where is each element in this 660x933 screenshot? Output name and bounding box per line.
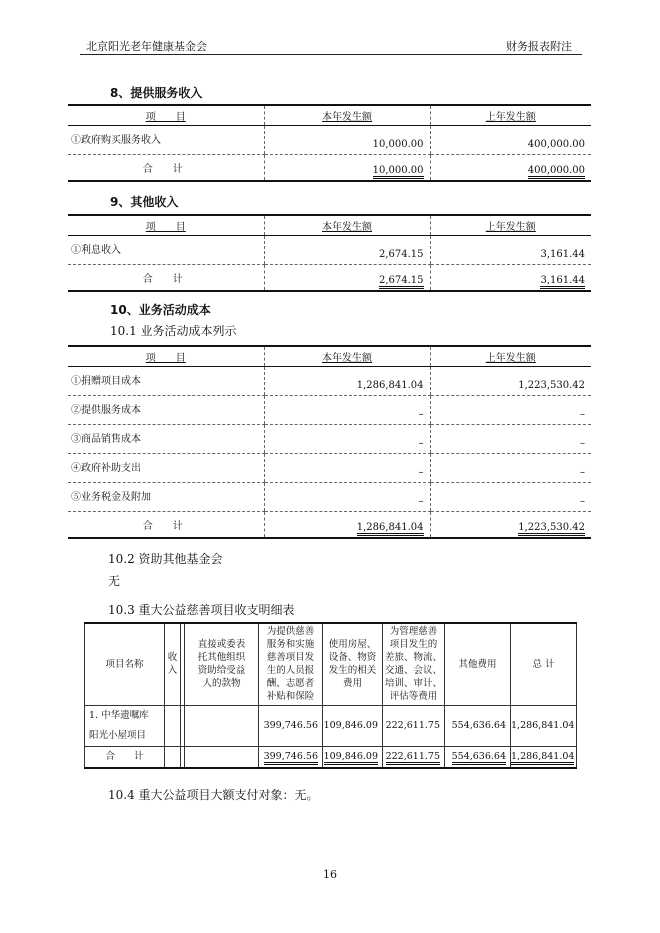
row-previous: –	[430, 395, 591, 424]
col-current: 本年发生额	[264, 105, 430, 125]
row-current: –	[264, 453, 430, 482]
col-item: 项 目	[68, 215, 264, 235]
sum-equipment-cost: 109,846.09	[323, 746, 383, 768]
row-current: 1,286,841.04	[264, 366, 430, 395]
col-current: 本年发生额	[264, 346, 430, 366]
project-detail-table	[84, 622, 577, 769]
sum-staff-cost: 399,746.56	[259, 746, 323, 768]
row-previous: 400,000.00	[430, 125, 591, 154]
total-label: 合 计	[68, 264, 264, 291]
sum-direct-aid	[185, 746, 259, 768]
total-current: 2,674.15	[264, 264, 430, 291]
section-10-title: 10、业务活动成本	[110, 303, 211, 317]
total-label: 合 计	[68, 511, 264, 538]
total-previous: 400,000.00	[430, 154, 591, 181]
section-10-1-title: 10.1 业务活动成本列示	[110, 324, 237, 338]
table-row	[68, 424, 591, 453]
row-direct-aid	[185, 705, 259, 746]
section-10-4-title: 10.4 重大公益项目大额支付对象：无。	[108, 788, 319, 802]
row-current: –	[264, 395, 430, 424]
total-label: 合 计	[68, 154, 264, 181]
section-8-title: 8、提供服务收入	[110, 86, 203, 100]
total-row	[85, 746, 577, 768]
table-row	[68, 125, 591, 154]
row-staff-cost: 399,746.56	[259, 705, 323, 746]
service-income-table	[68, 104, 591, 182]
row-previous: –	[430, 482, 591, 511]
col-equipment-cost: 使用房屋、 设备、物资 发生的相关 费用	[323, 623, 383, 705]
total-row	[68, 264, 591, 291]
sum-income	[165, 746, 181, 768]
row-previous: 1,223,530.42	[430, 366, 591, 395]
table-row	[68, 482, 591, 511]
total-current: 1,286,841.04	[264, 511, 430, 538]
total-row	[68, 511, 591, 538]
table-row	[85, 705, 577, 746]
total-previous: 1,223,530.42	[430, 511, 591, 538]
section-10-3-title: 10.3 重大公益慈善项目收支明细表	[108, 603, 295, 617]
col-previous: 上年发生额	[430, 346, 591, 366]
table-header-row	[68, 105, 591, 125]
sum-admin-cost: 222,611.75	[383, 746, 445, 768]
row-label: ①利息收入	[68, 235, 264, 264]
header-org: 北京阳光老年健康基金会	[86, 40, 207, 53]
section-9-title: 9、其他收入	[110, 195, 179, 209]
header-divider	[80, 54, 582, 55]
sum-label: 合 计	[85, 746, 165, 768]
sum-total: 1,286,841.04	[511, 746, 577, 768]
col-item: 项 目	[68, 346, 264, 366]
row-previous: 3,161.44	[430, 235, 591, 264]
table-row	[68, 453, 591, 482]
page-number: 16	[323, 868, 337, 881]
activity-cost-table	[68, 345, 591, 539]
col-admin-cost: 为管理慈善 项目发生的 差旅、物流、 交通、会议、 培训、审计、 评估等费用	[383, 623, 445, 705]
row-label: ①捐赠项目成本	[68, 366, 264, 395]
row-current: –	[264, 424, 430, 453]
other-income-table	[68, 214, 591, 292]
col-staff-cost: 为提供慈善 服务和实施 慈善项目发 生的人员报 酬、志愿者 补贴和保险	[259, 623, 323, 705]
row-income	[165, 705, 181, 746]
row-label: ④政府补助支出	[68, 453, 264, 482]
col-current: 本年发生额	[264, 215, 430, 235]
row-equipment-cost: 109,846.09	[323, 705, 383, 746]
col-project-name: 项目名称	[85, 623, 165, 705]
total-previous: 3,161.44	[430, 264, 591, 291]
row-current: –	[264, 482, 430, 511]
row-previous: –	[430, 424, 591, 453]
section-10-2-title: 10.2 资助其他基金会	[108, 552, 223, 566]
row-admin-cost: 222,611.75	[383, 705, 445, 746]
row-total: 1,286,841.04	[511, 705, 577, 746]
col-direct-aid: 直接或委表 托其他组织 资助给受益 人的款物	[185, 623, 259, 705]
table-header-row	[68, 215, 591, 235]
col-total: 总 计	[511, 623, 577, 705]
page-header	[80, 38, 582, 54]
row-previous: –	[430, 453, 591, 482]
table-header-row	[85, 623, 577, 705]
row-label: ①政府购买服务收入	[68, 125, 264, 154]
row-label: ⑤业务税金及附加	[68, 482, 264, 511]
row-current: 2,674.15	[264, 235, 430, 264]
row-current: 10,000.00	[264, 125, 430, 154]
col-previous: 上年发生额	[430, 215, 591, 235]
col-other-cost: 其他费用	[445, 623, 511, 705]
row-project-name: 1. 中华遗嘱库 阳光小屋项目	[85, 705, 165, 746]
sum-other-cost: 554,636.64	[445, 746, 511, 768]
total-row	[68, 154, 591, 181]
table-row	[68, 366, 591, 395]
row-label: ③商品销售成本	[68, 424, 264, 453]
col-income: 收 入	[165, 623, 181, 705]
header-doc: 财务报表附注	[506, 40, 572, 53]
total-current: 10,000.00	[264, 154, 430, 181]
row-label: ②提供服务成本	[68, 395, 264, 424]
col-item: 项 目	[68, 105, 264, 125]
section-10-2-value: 无	[108, 574, 121, 588]
table-header-row	[68, 346, 591, 366]
table-row	[68, 395, 591, 424]
col-previous: 上年发生额	[430, 105, 591, 125]
row-other-cost: 554,636.64	[445, 705, 511, 746]
table-row	[68, 235, 591, 264]
